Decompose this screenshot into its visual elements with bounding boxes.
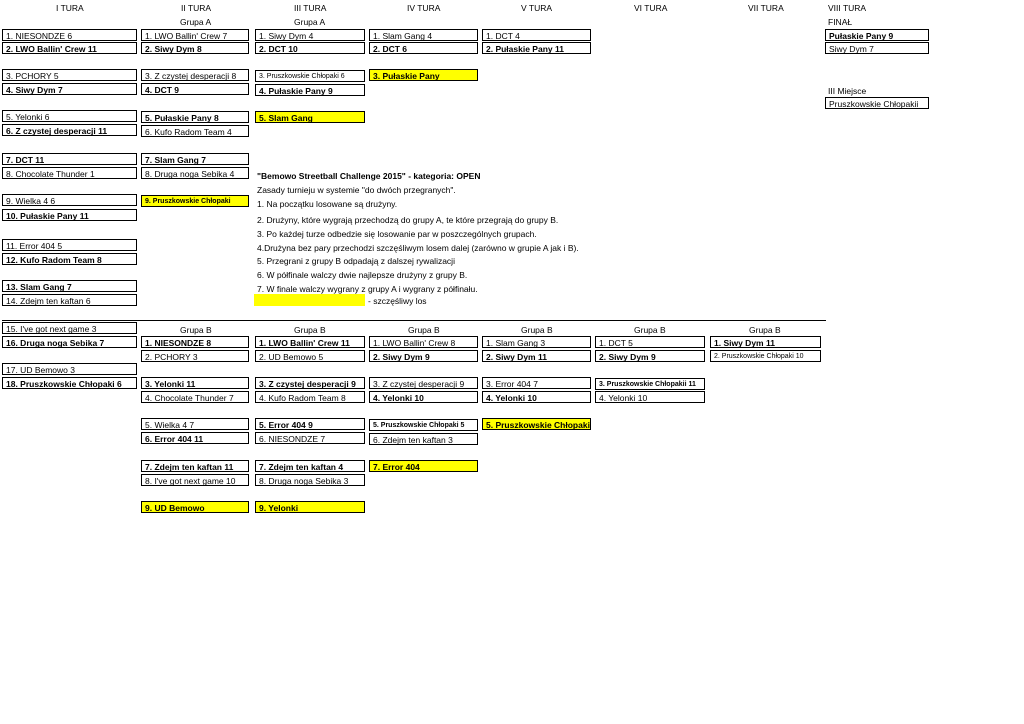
match-cell: 14. Zdejm ten kaftan 6 xyxy=(2,294,137,306)
match-cell: 1. Slam Gang 4 xyxy=(369,29,478,41)
lucky-draw-cell: 5. Slam Gang xyxy=(255,111,365,123)
round-header-8: VIII TURA xyxy=(828,3,867,13)
match-cell: 3. Z czystej desperacji 8 xyxy=(141,69,249,81)
group-b-label: Grupa B xyxy=(749,325,781,335)
rules-line: 1. Na początku losowane są drużyny. xyxy=(257,199,398,209)
match-cell: 3. Z czystej desperacji 9 xyxy=(255,377,365,389)
match-cell: 3. Pruszkowskie Chłopaki 6 xyxy=(255,70,365,82)
match-cell: 1. Siwy Dym 4 xyxy=(255,29,365,41)
match-cell: 8. Druga noga Sebika 4 xyxy=(141,167,249,179)
match-cell: 2. DCT 6 xyxy=(369,42,478,54)
match-cell: 3. PCHORY 5 xyxy=(2,69,137,81)
round-header-2: II TURA xyxy=(181,3,212,13)
match-cell: 4. DCT 9 xyxy=(141,83,249,95)
group-a-label: Grupa A xyxy=(180,17,212,27)
match-cell: 5. Wielka 4 7 xyxy=(141,418,249,430)
match-cell: 2. DCT 10 xyxy=(255,42,365,54)
match-cell: 6. Zdejm ten kaftan 3 xyxy=(369,433,478,445)
rules-line: 7. W finale walczy wygrany z grupy A i wygrany z półfinału. xyxy=(257,284,478,294)
match-cell: 8. Chocolate Thunder 1 xyxy=(2,167,137,179)
match-cell: 2. Siwy Dym 11 xyxy=(482,350,591,362)
group-b-label: Grupa B xyxy=(294,325,326,335)
match-cell: 1. LWO Ballin' Crew 7 xyxy=(141,29,249,41)
match-cell: 8. Druga noga Sebika 3 xyxy=(255,474,365,486)
match-cell: 3. Yelonki 11 xyxy=(141,377,249,389)
match-cell: 1. LWO Ballin' Crew 8 xyxy=(369,336,478,348)
lucky-draw-cell: 5. Pruszkowskie Chłopaki xyxy=(482,418,591,430)
rules-line: Zasady turnieju w systemie "do dwóch przegranych". xyxy=(257,185,456,195)
match-cell: 1. NIESONDZE 6 xyxy=(2,29,137,41)
legend-text: - szczęśliwy los xyxy=(368,296,427,306)
group-b-label: Grupa B xyxy=(521,325,553,335)
match-cell: 2. Siwy Dym 8 xyxy=(141,42,249,54)
match-cell: 2. Siwy Dym 9 xyxy=(369,350,478,362)
match-cell: 7. DCT 11 xyxy=(2,153,137,165)
rules-line: 2. Drużyny, które wygrają przechodzą do grupy A, te które przegrają do grupy B. xyxy=(257,215,559,225)
match-cell: 5. Yelonki 6 xyxy=(2,110,137,122)
match-cell: 7. Zdejm ten kaftan 11 xyxy=(141,460,249,472)
match-cell: 15. I've got next game 3 xyxy=(2,322,137,334)
legend-swatch xyxy=(254,294,365,306)
match-cell: 16. Druga noga Sebika 7 xyxy=(2,336,137,348)
match-cell: 3. Z czystej desperacji 9 xyxy=(369,377,478,389)
group-b-label: Grupa B xyxy=(180,325,212,335)
group-b-label: Grupa B xyxy=(408,325,440,335)
match-cell: 12. Kufo Radom Team 8 xyxy=(2,253,137,265)
match-cell: 17. UD Bemowo 3 xyxy=(2,363,137,375)
match-cell: 4. Siwy Dym 7 xyxy=(2,83,137,95)
final-label: FINAŁ xyxy=(828,17,853,27)
match-cell: 2. LWO Ballin' Crew 11 xyxy=(2,42,137,54)
round-header-1: I TURA xyxy=(56,3,84,13)
round-header-4: IV TURA xyxy=(407,3,441,13)
match-cell: 4. Chocolate Thunder 7 xyxy=(141,391,249,403)
round-header-3: III TURA xyxy=(294,3,327,13)
group-divider xyxy=(2,320,826,321)
rules-line: 3. Po każdej turze odbedzie się losowanie par w poszczególnych grupach. xyxy=(257,229,537,239)
rules-line: 4.Drużyna bez pary przechodzi szczęśliwym losem dalej (zarówno w grupie A jak i B). xyxy=(257,243,579,253)
match-cell: 10. Pułaskie Pany 11 xyxy=(2,209,137,221)
tournament-title: "Bemowo Streetball Challenge 2015" - kategoria: OPEN xyxy=(257,171,481,181)
match-cell: 18. Pruszkowskie Chłopaki 6 xyxy=(2,377,137,389)
match-cell: 1. DCT 5 xyxy=(595,336,705,348)
match-cell: 6. Error 404 11 xyxy=(141,432,249,444)
round-header-6: VI TURA xyxy=(634,3,668,13)
match-cell: 1. Slam Gang 3 xyxy=(482,336,591,348)
lucky-draw-cell: 7. Error 404 xyxy=(369,460,478,472)
match-cell: 4. Yelonki 10 xyxy=(595,391,705,403)
group-b-label: Grupa B xyxy=(634,325,666,335)
match-cell: 11. Error 404 5 xyxy=(2,239,137,251)
match-cell: 2. Pruszkowskie Chłopaki 10 xyxy=(710,350,821,362)
lucky-draw-cell: 9. Pruszkowskie Chłopaki xyxy=(141,195,249,207)
match-cell: 3. Error 404 7 xyxy=(482,377,591,389)
match-cell: 9. Wielka 4 6 xyxy=(2,194,137,206)
match-cell: 1. DCT 4 xyxy=(482,29,591,41)
group-a-label: Grupa A xyxy=(294,17,326,27)
match-cell: 2. UD Bemowo 5 xyxy=(255,350,365,362)
match-cell: 2. PCHORY 3 xyxy=(141,350,249,362)
third-place-label: III Miejsce xyxy=(828,86,867,96)
match-cell: 1. Siwy Dym 11 xyxy=(710,336,821,348)
match-cell: 4. Kufo Radom Team 8 xyxy=(255,391,365,403)
round-header-7: VII TURA xyxy=(748,3,784,13)
rules-line: 6. W półfinale walczy dwie najlepsze drużyny z grupy B. xyxy=(257,270,468,280)
match-cell: 5. Pułaskie Pany 8 xyxy=(141,111,249,123)
match-cell: 4. Yelonki 10 xyxy=(369,391,478,403)
match-cell: 4. Pułaskie Pany 9 xyxy=(255,84,365,96)
match-cell: 8. I've got next game 10 xyxy=(141,474,249,486)
match-cell: 1. NIESONDZE 8 xyxy=(141,336,249,348)
lucky-draw-cell: 9. UD Bemowo xyxy=(141,501,249,513)
match-cell: 5. Error 404 9 xyxy=(255,418,365,430)
match-cell: 3. Pruszkowskie Chłopakii 11 xyxy=(595,378,705,390)
match-cell: 7. Slam Gang 7 xyxy=(141,153,249,165)
match-cell: 4. Yelonki 10 xyxy=(482,391,591,403)
round-header-5: V TURA xyxy=(521,3,553,13)
match-cell: 6. Z czystej desperacji 11 xyxy=(2,124,137,136)
final-cell: Pułaskie Pany 9 xyxy=(825,29,929,41)
match-cell: 1. LWO Ballin' Crew 11 xyxy=(255,336,365,348)
match-cell: 6. Kufo Radom Team 4 xyxy=(141,125,249,137)
lucky-draw-cell: 3. Pułaskie Pany xyxy=(369,69,478,81)
third-place-cell: Pruszkowskie Chłopakii xyxy=(825,97,929,109)
lucky-draw-cell: 9. Yelonki xyxy=(255,501,365,513)
final-cell: Siwy Dym 7 xyxy=(825,42,929,54)
match-cell: 2. Siwy Dym 9 xyxy=(595,350,705,362)
rules-line: 5. Przegrani z grupy B odpadają z dalszej rywalizacji xyxy=(257,256,455,266)
match-cell: 2. Pułaskie Pany 11 xyxy=(482,42,591,54)
match-cell: 5. Pruszkowskie Chłopaki 5 xyxy=(369,419,478,431)
match-cell: 6. NIESONDZE 7 xyxy=(255,432,365,444)
match-cell: 13. Slam Gang 7 xyxy=(2,280,137,292)
match-cell: 7. Zdejm ten kaftan 4 xyxy=(255,460,365,472)
